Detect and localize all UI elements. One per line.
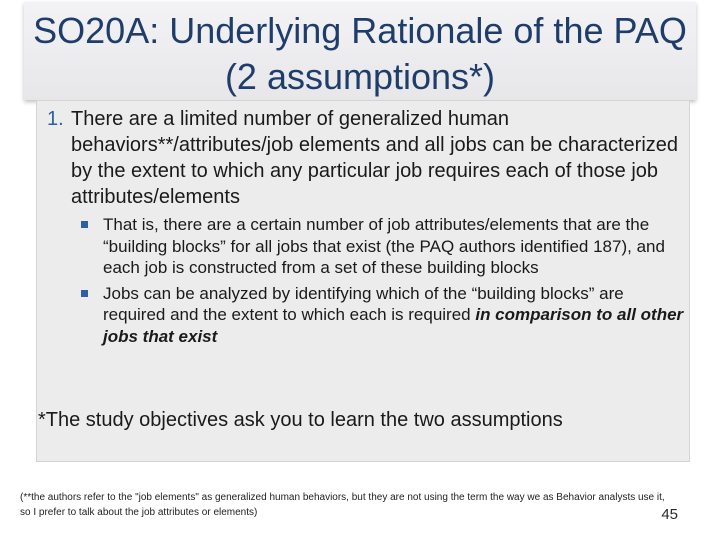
main-point (47, 106, 682, 210)
main-point-text: There are a limited number of generalized human behaviors**/attributes/job elements and all jobs can be characterized by the extent to which any particular job requires each of those job attributes/elements (71, 108, 679, 208)
sub-point-emphasis: in comparison to all other jobs that exist (103, 305, 684, 346)
sub-point (79, 214, 684, 279)
sub-point (79, 283, 684, 348)
study-objective-note: *The study objectives ask you to learn the two assumptions (38, 409, 563, 431)
content-panel (36, 100, 690, 462)
title-banner (24, 2, 696, 100)
square-bullet-icon (81, 221, 88, 228)
sub-point-text: Jobs can be analyzed by identifying which of the “building blocks” are required and the extent to which each is required (103, 283, 624, 324)
page-number: 45 (661, 506, 678, 523)
main-point-number: 1. (47, 108, 64, 130)
sub-point-list (79, 214, 684, 351)
sub-point-text: That is, there are a certain number of job attributes/elements that are the “building blocks” for all jobs that exist (the PAQ authors identified 187), and each job is constructed from a set of these building blocks (103, 215, 665, 277)
slide-title: SO20A: Underlying Rationale of the PAQ (2 assumptions*) (33, 10, 687, 97)
footnote: (**the authors refer to the "job elements" as generalized human behaviors, but they are not using the term the way we as Behavior analysts use it, so I prefer to talk about the job attributes or elements) (20, 492, 665, 518)
square-bullet-icon (81, 290, 88, 297)
